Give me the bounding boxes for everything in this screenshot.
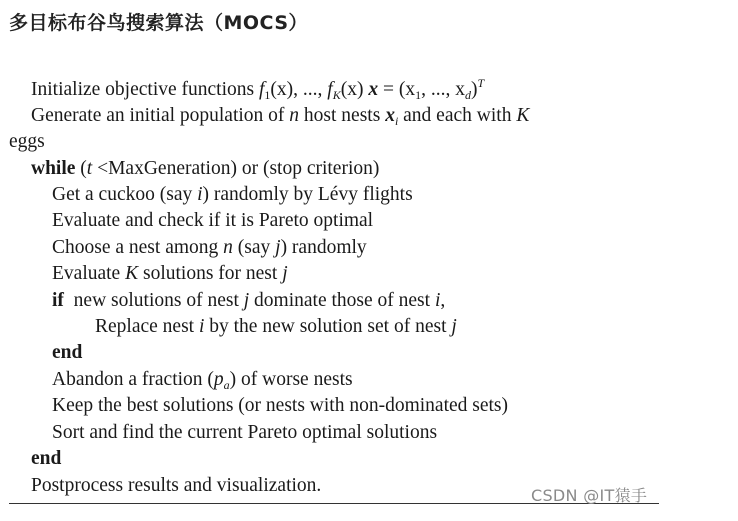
- algo-text: ) of worse nests: [229, 369, 353, 390]
- math-i: i: [198, 316, 205, 337]
- algo-text: dominate those of nest: [249, 290, 435, 311]
- math-sub: 1: [415, 88, 422, 102]
- math-f: f: [258, 79, 265, 100]
- math-sup: T: [477, 76, 485, 90]
- algo-text: Generate an initial population of: [31, 105, 290, 126]
- algo-line-abandon: [52, 367, 353, 393]
- math-p: p: [213, 369, 224, 390]
- math-K: K: [516, 105, 530, 126]
- algo-text: eggs: [9, 131, 45, 152]
- algo-line-end-while: [31, 446, 61, 472]
- algo-line-generate: [31, 103, 529, 129]
- algo-text: Abandon a fraction (: [52, 369, 214, 390]
- math-K: K: [125, 263, 139, 284]
- math-j: j: [451, 316, 457, 337]
- algo-text: solutions for nest: [138, 263, 283, 284]
- math-sub: i: [394, 114, 399, 128]
- math-t: t: [86, 158, 93, 179]
- math-n: n: [289, 105, 300, 126]
- math-sub: d: [464, 88, 471, 102]
- algo-text: Replace nest: [95, 316, 199, 337]
- math-eq: = (x: [378, 79, 416, 100]
- algo-text: (: [75, 158, 87, 179]
- algo-text: Choose a nest among: [52, 237, 224, 258]
- algo-line-evaluate-k: [52, 261, 288, 287]
- math-close: ): [470, 79, 478, 100]
- algo-line-end-if: [52, 340, 82, 366]
- algo-line-get-cuckoo: [52, 182, 413, 208]
- algo-line-postprocess: [31, 473, 321, 499]
- algo-text: Evaluate and check if it is Pareto optimal: [52, 210, 374, 231]
- keyword-end: end: [31, 448, 62, 469]
- algo-line-sort: [52, 420, 437, 446]
- page-title: 多目标布谷鸟搜索算法（MOCS）: [9, 12, 309, 34]
- keyword-if: if: [52, 290, 64, 311]
- algo-text: new solutions of nest: [63, 290, 244, 311]
- math-x-vector: x: [385, 105, 395, 126]
- math-x-vector: x: [368, 79, 379, 100]
- algo-text: <MaxGeneration) or (stop criterion): [92, 158, 380, 179]
- algo-line-while: [31, 156, 379, 182]
- algo-line-initialize: [31, 77, 484, 103]
- math-sub: 1: [264, 88, 271, 102]
- algo-text: ,: [440, 290, 446, 311]
- algo-line-replace: [95, 314, 457, 340]
- algo-text: Keep the best solutions (or nests with non-dominated sets): [52, 395, 509, 416]
- algo-text: Postprocess results and visualization.: [31, 475, 322, 496]
- math-sub: K: [332, 88, 341, 102]
- algo-line-choose-nest: [52, 235, 367, 261]
- math-i: i: [197, 184, 203, 205]
- algo-text: Evaluate: [52, 263, 126, 284]
- watermark: CSDN @IT猿手: [531, 486, 648, 505]
- algo-line-if: [52, 288, 445, 314]
- algo-text: Sort and find the current Pareto optimal solutions: [52, 422, 438, 443]
- math-n: n: [223, 237, 233, 258]
- math-j: j: [282, 263, 288, 284]
- math-j: j: [275, 237, 281, 258]
- algo-text: (say: [232, 237, 276, 258]
- algo-text: Initialize objective functions: [31, 79, 259, 100]
- math-args: (x), ...,: [270, 79, 328, 100]
- algo-text: and each with: [398, 105, 517, 126]
- algo-text: host nests: [299, 105, 386, 126]
- keyword-while: while: [31, 158, 76, 179]
- algo-line-keep-best: [52, 393, 508, 419]
- keyword-end: end: [52, 342, 83, 363]
- algo-text: ) randomly by Lévy flights: [202, 184, 413, 205]
- math-j: j: [243, 290, 250, 311]
- algo-text: Get a cuckoo (say: [52, 184, 198, 205]
- algo-text: ) randomly: [280, 237, 367, 258]
- math-sub: a: [223, 378, 230, 392]
- math-f: f: [327, 79, 333, 100]
- algo-line-evaluate-check: [52, 208, 373, 234]
- algo-line-eggs: [9, 129, 45, 155]
- math-mid: , ..., x: [421, 79, 465, 100]
- math-i: i: [434, 290, 441, 311]
- math-args: (x): [340, 79, 369, 100]
- algo-text: by the new solution set of nest: [204, 316, 452, 337]
